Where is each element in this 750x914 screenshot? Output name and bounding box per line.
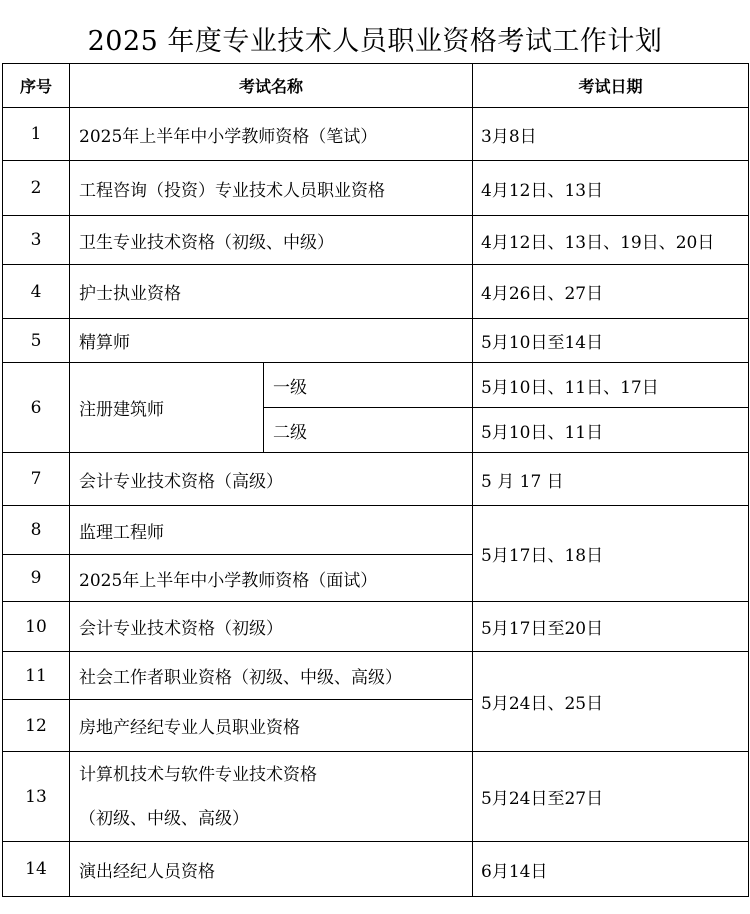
row-seq: 11 [3, 652, 70, 700]
page-title: 2025 年度专业技术人员职业资格考试工作计划 [87, 26, 663, 57]
header-seq: 序号 [3, 64, 70, 108]
row-seq: 4 [3, 265, 70, 319]
row-seq: 14 [3, 842, 70, 897]
row-name: 2025年上半年中小学教师资格（面试） [70, 555, 473, 602]
row-seq: 3 [3, 216, 70, 265]
row-date: 5月10日至14日 [473, 319, 749, 363]
table-row [3, 216, 749, 265]
table-row [3, 602, 749, 652]
header-date: 考试日期 [473, 64, 749, 108]
row-name: 2025年上半年中小学教师资格（笔试） [70, 108, 473, 161]
row-seq: 2 [3, 161, 70, 216]
row-date: 5月10日、11日、17日 [473, 363, 749, 408]
row-date: 5月24日至27日 [473, 752, 749, 842]
row-name-line1: 计算机技术与软件专业技术资格 [79, 764, 317, 785]
table-row [3, 506, 749, 555]
row-sublevel: 二级 [264, 408, 473, 453]
row-name: 工程咨询（投资）专业技术人员职业资格 [70, 161, 473, 216]
exam-schedule-table [2, 63, 749, 897]
row-name: 会计专业技术资格（初级） [70, 602, 473, 652]
row-date: 4月12日、13日 [473, 161, 749, 216]
row-name: 房地产经纪专业人员职业资格 [70, 700, 473, 752]
table-row [3, 652, 749, 700]
row-date: 5月24日、25日 [473, 652, 749, 752]
row-name [70, 752, 473, 842]
row-seq: 7 [3, 453, 70, 506]
row-name: 社会工作者职业资格（初级、中级、高级） [70, 652, 473, 700]
row-name: 演出经纪人员资格 [70, 842, 473, 897]
row-seq: 13 [3, 752, 70, 842]
row-seq: 5 [3, 319, 70, 363]
row-name: 护士执业资格 [70, 265, 473, 319]
table-row [3, 265, 749, 319]
table-row [3, 363, 749, 408]
row-name: 精算师 [70, 319, 473, 363]
table-row [3, 453, 749, 506]
row-date: 3月8日 [473, 108, 749, 161]
row-name: 监理工程师 [70, 506, 473, 555]
row-date: 6月14日 [473, 842, 749, 897]
table-row [3, 161, 749, 216]
row-seq: 9 [3, 555, 70, 602]
row-date: 5月17日至20日 [473, 602, 749, 652]
row-seq: 1 [3, 108, 70, 161]
table-row [3, 842, 749, 897]
row-seq: 8 [3, 506, 70, 555]
row-seq: 6 [3, 363, 70, 453]
row-name-line2: （初级、中级、高级） [79, 808, 249, 829]
row-date: 5月10日、11日 [473, 408, 749, 453]
row-date: 5 月 17 日 [473, 453, 749, 506]
table-row [3, 108, 749, 161]
row-name: 卫生专业技术资格（初级、中级） [70, 216, 473, 265]
row-seq: 10 [3, 602, 70, 652]
row-name: 注册建筑师 [70, 363, 264, 453]
table-row [3, 752, 749, 842]
row-date: 5月17日、18日 [473, 506, 749, 602]
row-name: 会计专业技术资格（高级） [70, 453, 473, 506]
header-row [3, 64, 749, 108]
row-sublevel: 一级 [264, 363, 473, 408]
row-date: 4月12日、13日、19日、20日 [473, 216, 749, 265]
row-seq: 12 [3, 700, 70, 752]
row-date: 4月26日、27日 [473, 265, 749, 319]
table-row [3, 319, 749, 363]
header-name: 考试名称 [70, 64, 473, 108]
